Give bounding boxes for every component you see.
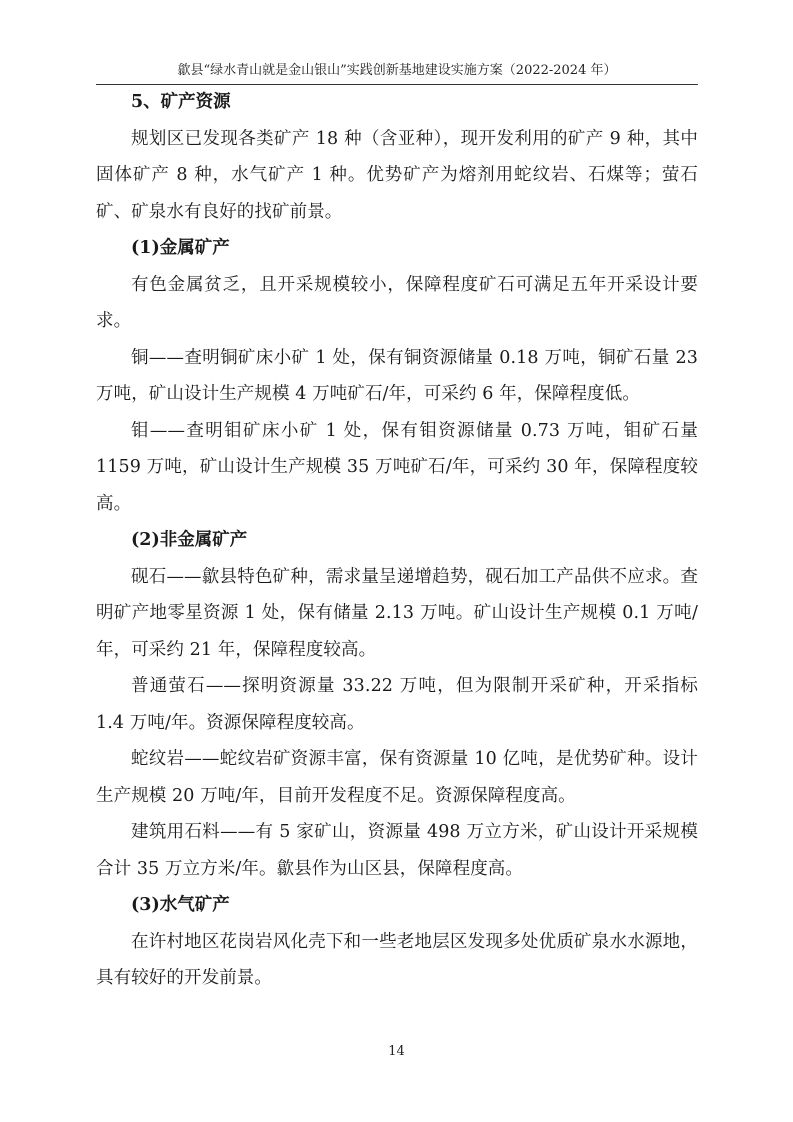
subheading-water-gas-minerals: (3)水气矿产 <box>131 895 230 915</box>
paragraph-mineral-water: 在许村地区花岗岩风化壳下和一些老地层区发现多处优质矿泉水水源地，具有较好的开发前景。 <box>96 931 698 988</box>
paragraph-molybdenum: 钼——查明钼矿床小矿 1 处，保有钼资源储量 0.73 万吨，钼矿石量 1159 万吨，矿山设计生产规模 35 万吨矿石/年，可采约 30 年，保障程度较高。 <box>96 420 698 514</box>
paragraph-copper: 铜——查明铜矿床小矿 1 处，保有铜资源储量 0.18 万吨，铜矿石量 23 万吨，矿山设计生产规模 4 万吨矿石/年，可采约 6 年，保障程度低。 <box>96 347 698 404</box>
document-body <box>96 84 698 997</box>
paragraph-fluorite: 普通萤石——探明资源量 33.22 万吨，但为限制开采矿种，开采指标 1.4 万吨/年。资源保障程度较高。 <box>96 676 698 733</box>
paragraph-overview: 规划区已发现各类矿产 18 种（含亚种），现开发利用的矿产 9 种，其中固体矿产 8 种，水气矿产 1 种。优势矿产为熔剂用蛇纹岩、石煤等；萤石矿、矿泉水有良好的找矿前景。 <box>96 128 698 222</box>
paragraph-inkstone: 砚石——歙县特色矿种，需求量呈递增趋势，砚石加工产品供不应求。查明矿产地零星资源 1 处，保有储量 2.13 万吨。矿山设计生产规模 0.1 万吨/年，可采约 21 年，保障程度较高。 <box>96 566 698 660</box>
section-heading-mineral-resources: 5、矿产资源 <box>131 92 231 112</box>
paragraph-building-stone: 建筑用石料——有 5 家矿山，资源量 498 万立方米，矿山设计开采规模合计 35 万立方米/年。歙县作为山区县，保障程度高。 <box>96 822 698 879</box>
paragraph-serpentinite: 蛇纹岩——蛇纹岩矿资源丰富，保有资源量 10 亿吨，是优势矿种。设计生产规模 20 万吨/年，目前开发程度不足。资源保障程度高。 <box>96 749 698 806</box>
paragraph-metal-summary: 有色金属贫乏，且开采规模较小，保障程度矿石可满足五年开采设计要求。 <box>96 274 698 331</box>
subheading-nonmetal-minerals: (2)非金属矿产 <box>131 530 248 550</box>
subheading-metal-minerals: (1)金属矿产 <box>131 238 230 258</box>
page-number: 14 <box>388 1044 405 1059</box>
running-header: 歙县“绿水青山就是金山银山”实践创新基地建设实施方案（2022-2024 年） <box>177 63 617 78</box>
